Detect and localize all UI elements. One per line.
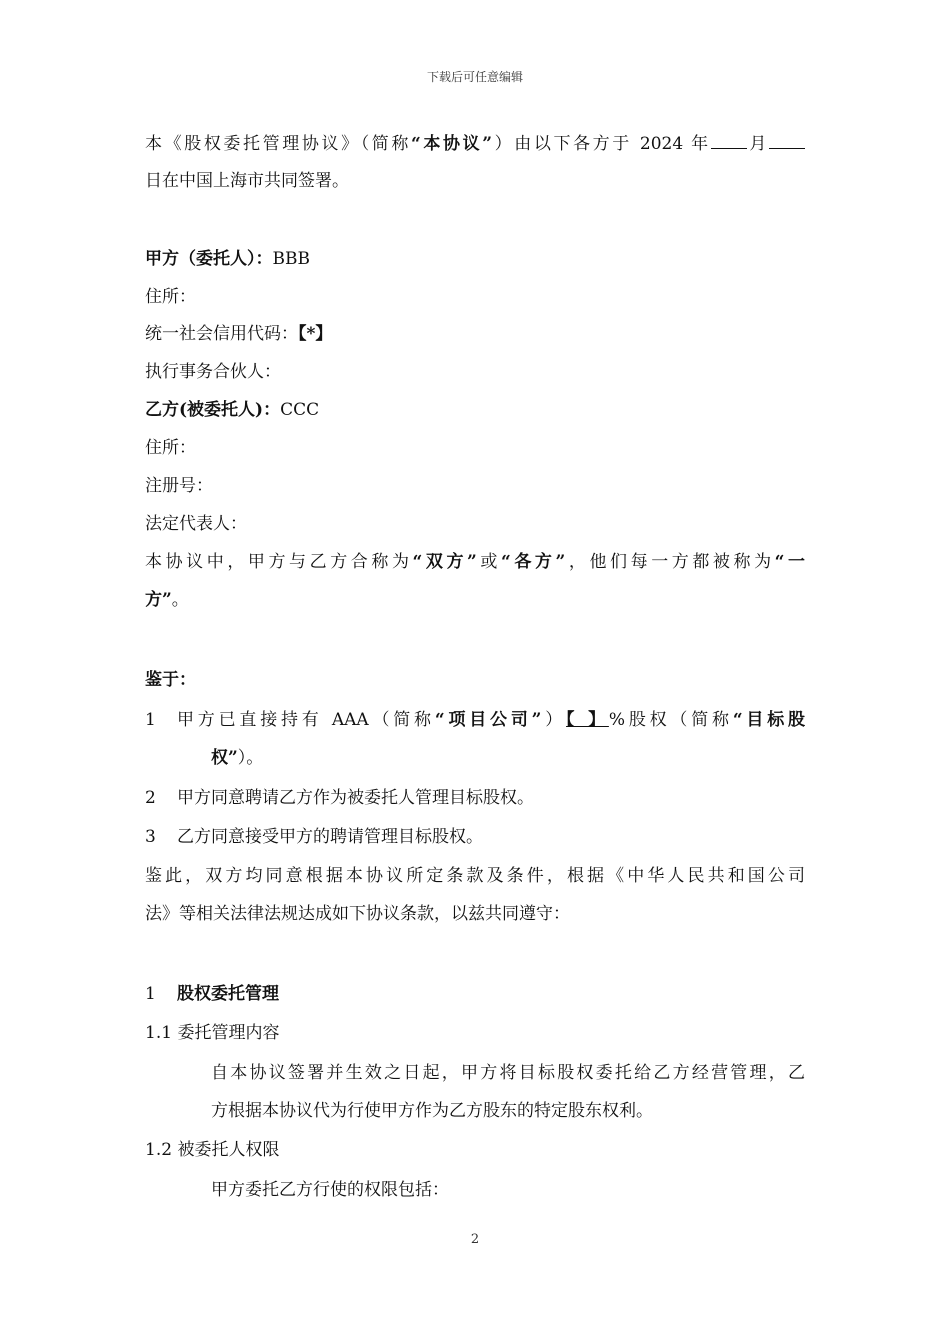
party-b-address: 住所： bbox=[145, 438, 196, 458]
term-both: “双方” bbox=[412, 552, 477, 572]
item-number: 3 bbox=[145, 827, 156, 847]
collective-line-1 bbox=[145, 551, 805, 573]
section-1-heading bbox=[145, 983, 279, 1005]
item-text: 甲方已直接持有 AAA（简称 bbox=[177, 710, 435, 730]
intro-line-2: 日在中国上海市共同签署。 bbox=[145, 171, 349, 191]
section-1-1-text-2: 方根据本协议代为行使甲方作为乙方股东的特定股东权利。 bbox=[211, 1101, 653, 1121]
page-number: 2 bbox=[470, 1232, 480, 1247]
intro-text: 本《股权委托管理协议》（简称 bbox=[145, 134, 412, 154]
whereas-item-1-line-2 bbox=[211, 747, 263, 769]
party-b-legal-rep: 法定代表人： bbox=[145, 514, 247, 534]
party-b-reg-no: 注册号： bbox=[145, 476, 213, 496]
credit-code-value: 【*】 bbox=[298, 324, 333, 344]
item-number: 2 bbox=[145, 788, 156, 808]
term-project-company: “项目公司” bbox=[434, 710, 542, 730]
day-blank bbox=[769, 132, 805, 149]
item-text: %股权（简称 bbox=[608, 710, 733, 730]
term-one-end: 方” bbox=[145, 590, 172, 610]
whereas-item-1-line-1 bbox=[177, 709, 805, 731]
item-text: 甲方同意聘请乙方作为被委托人管理目标股权。 bbox=[177, 788, 534, 808]
party-a-credit-code bbox=[145, 323, 332, 345]
collective-text: 本协议中，甲方与乙方合称为 bbox=[145, 552, 413, 572]
term-one: “一 bbox=[774, 552, 806, 572]
party-a-label: 甲方（委托人）： bbox=[145, 249, 273, 269]
collective-line-2 bbox=[145, 589, 189, 611]
term-target-equity: “目标股 bbox=[732, 710, 806, 730]
item-text: 乙方同意接受甲方的聘请管理目标股权。 bbox=[177, 827, 483, 847]
whereas-conclusion-2: 法》等相关法律法规达成如下协议条款，以兹共同遵守： bbox=[145, 904, 570, 924]
credit-code-label: 统一社会信用代码： bbox=[145, 324, 298, 344]
party-b-label: 乙方(被委托人)： bbox=[145, 400, 281, 420]
section-1-1-text-1: 自本协议签署并生效之日起，甲方将目标股权委托给乙方经营管理，乙 bbox=[211, 1063, 805, 1083]
intro-text: 月 bbox=[746, 134, 770, 154]
section-number: 1 bbox=[145, 984, 156, 1004]
agreement-term: “本协议” bbox=[411, 134, 493, 154]
item-text: ） bbox=[541, 710, 567, 730]
section-1-2-text: 甲方委托乙方行使的权限包括： bbox=[211, 1180, 449, 1200]
section-1-1-title: 1.1 委托管理内容 bbox=[145, 1023, 280, 1043]
party-b-line bbox=[145, 399, 319, 421]
collective-text: 或 bbox=[476, 552, 501, 572]
party-a-name: BBB bbox=[272, 249, 310, 269]
whereas-item-3 bbox=[145, 826, 483, 848]
collective-text: ，他们每一方都被称为 bbox=[565, 552, 775, 572]
intro-line-1 bbox=[145, 132, 805, 155]
section-1-2-title: 1.2 被委托人权限 bbox=[145, 1140, 280, 1160]
whereas-item-1 bbox=[145, 709, 805, 731]
month-blank bbox=[711, 132, 747, 149]
whereas-title: 鉴于： bbox=[145, 670, 196, 690]
party-b-name: CCC bbox=[280, 400, 320, 420]
party-a-partner: 执行事务合伙人： bbox=[145, 362, 281, 382]
term-target-equity-end: 权” bbox=[211, 748, 238, 768]
item-text: ）。 bbox=[237, 748, 264, 768]
whereas-item-2 bbox=[145, 787, 534, 809]
collective-text: 。 bbox=[171, 590, 189, 610]
page-header: 下载后可任意编辑 bbox=[426, 70, 523, 84]
party-a-line bbox=[145, 248, 310, 270]
term-each: “各方” bbox=[501, 552, 566, 572]
party-a-address: 住所： bbox=[145, 287, 196, 307]
item-number: 1 bbox=[145, 710, 156, 730]
share-percent-blank: 【 】 bbox=[566, 710, 609, 730]
section-title: 股权委托管理 bbox=[177, 984, 279, 1004]
intro-text: ）由以下各方于 2024 年 bbox=[492, 134, 711, 154]
whereas-conclusion-1: 鉴此，双方均同意根据本协议所定条款及条件，根据《中华人民共和国公司 bbox=[145, 866, 805, 886]
